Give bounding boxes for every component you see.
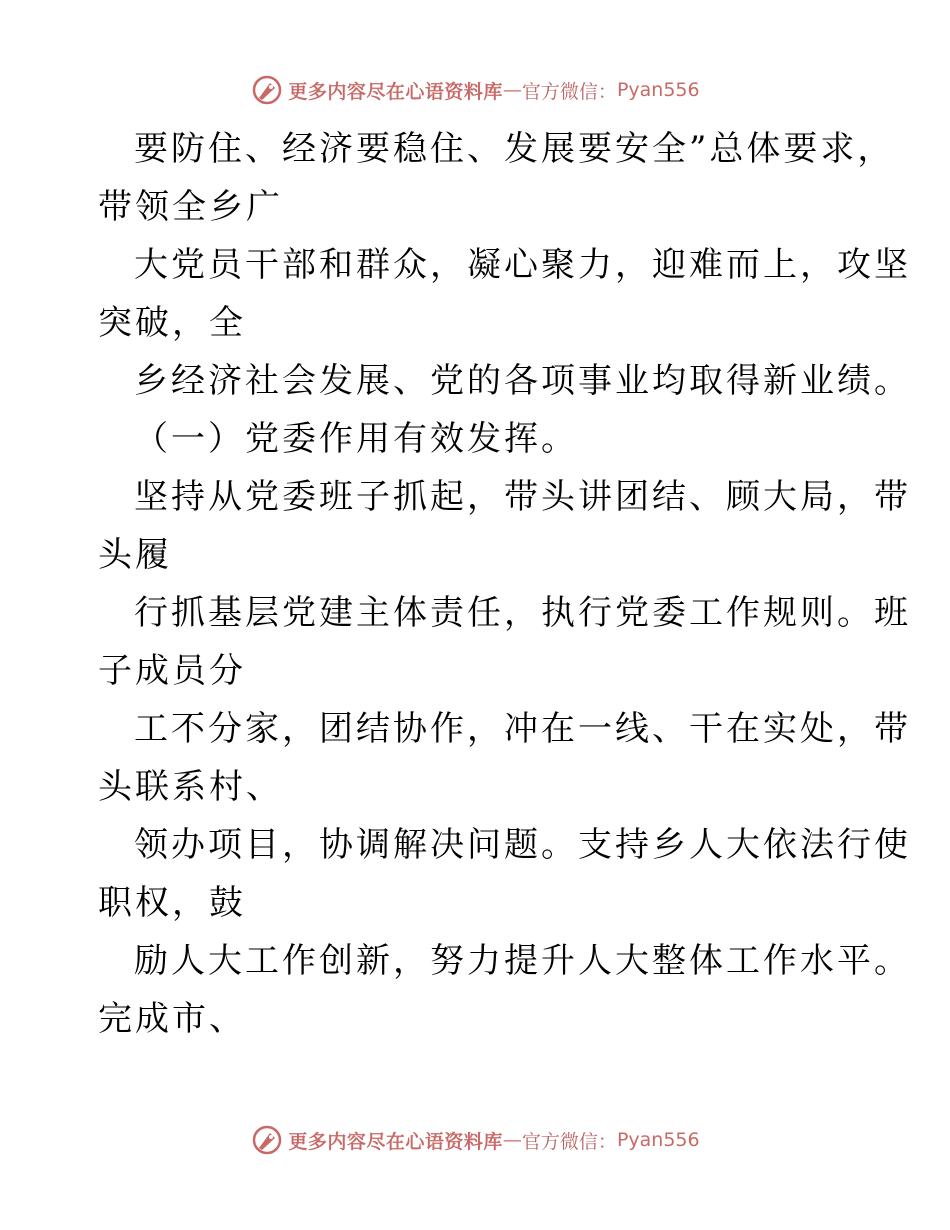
text-line: 头履	[98, 535, 172, 575]
watermark-brand: 更多内容尽在心语资料库	[288, 1130, 503, 1153]
text-line: 职权，鼓	[98, 883, 246, 923]
text-line: 领办项目，协调解决问题。支持乡人大依法行使	[134, 825, 911, 865]
watermark-label: 官方微信：	[521, 80, 617, 103]
section-heading: （一）党委作用有效发挥。	[134, 419, 578, 459]
text-line: 突破，全	[98, 303, 246, 343]
text-line: 头联系村、	[98, 767, 283, 807]
watermark-separator: —	[502, 1129, 522, 1151]
watermark-separator: —	[502, 79, 522, 101]
text-line: 子成员分	[98, 651, 246, 691]
text-line: 乡经济社会发展、党的各项事业均取得新业绩。	[134, 361, 911, 401]
pen-nib-logo-icon	[250, 73, 284, 107]
watermark-wechat-id: Pyan556	[616, 1129, 700, 1151]
pen-nib-logo-icon	[250, 1123, 284, 1157]
document-body	[98, 120, 911, 1048]
watermark-wechat-id: Pyan556	[616, 79, 700, 101]
text-line: 完成市、	[98, 999, 246, 1039]
text-line: 励人大工作创新，努力提升人大整体工作水平。	[134, 941, 911, 981]
text-line: 带领全乡广	[98, 187, 283, 227]
text-line: 行抓基层党建主体责任，执行党委工作规则。班	[134, 593, 911, 633]
text-line: 大党员干部和群众，凝心聚力，迎难而上，攻坚	[134, 245, 911, 285]
footer-watermark	[0, 1120, 950, 1160]
watermark-label: 官方微信：	[521, 1130, 617, 1153]
header-watermark	[0, 70, 950, 110]
watermark-brand: 更多内容尽在心语资料库	[288, 80, 503, 103]
text-line: 坚持从党委班子抓起，带头讲团结、顾大局，带	[134, 477, 911, 517]
text-line: 要防住、经济要稳住、发展要安全”总体要求，	[134, 129, 895, 169]
text-line: 工不分家，团结协作，冲在一线、干在实处，带	[134, 709, 911, 749]
